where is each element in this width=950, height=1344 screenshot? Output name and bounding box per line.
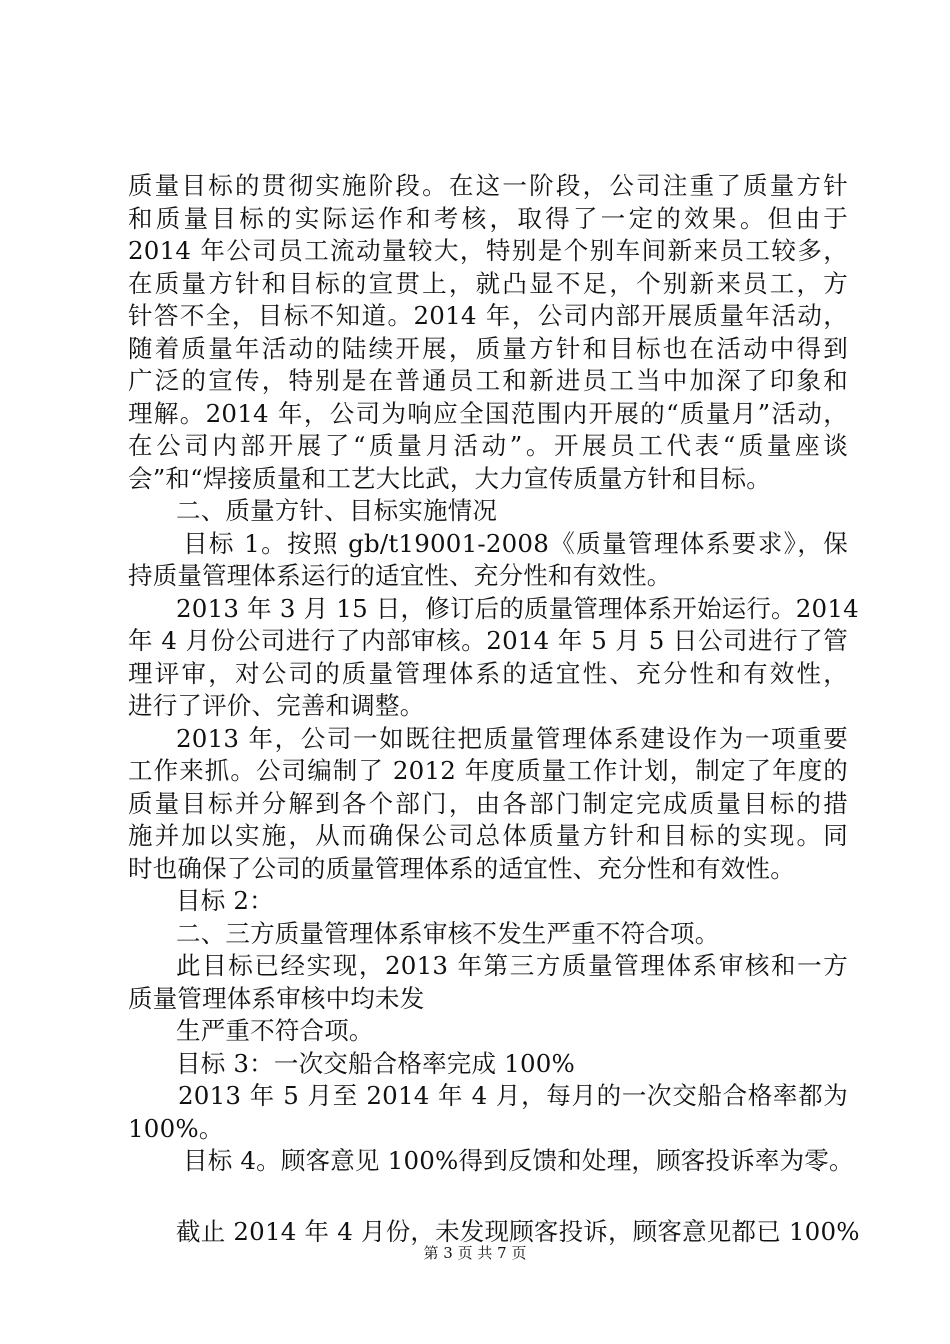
text-line: 会”和“焊接质量和工艺大比武，大力宣传质量方针和目标。 — [128, 463, 771, 493]
page-number: 第 3 页 共 7 页 — [423, 1244, 527, 1262]
text-line: 2013 年，公司一如既往把质量管理体系建设作为一项重要 — [176, 723, 848, 753]
document-body — [128, 170, 860, 1248]
text-line: 在公司内部开展了“质量月活动”。开展员工代表“质量座谈 — [128, 431, 848, 460]
text-line: 质量目标并分解到各个部门，由各部门制定完成质量目标的措 — [128, 788, 848, 818]
text-line: 年 4 月份公司进行了内部审核。2014 年 5 月 5 日公司进行了管 — [128, 626, 848, 655]
text-line: 质量管理体系审核中均未发 — [128, 983, 425, 1013]
text-line: 理评审，对公司的质量管理体系的适宜性、充分性和有效性， — [128, 658, 848, 688]
text-line: 和质量目标的实际运作和考核，取得了一定的效果。但由于 — [128, 203, 848, 233]
text-line: 截止 2014 年 4 月份，未发现顾客投诉，顾客意见都已 100% — [176, 1216, 860, 1246]
text-line: 工作来抓。公司编制了 2012 年度质量工作计划，制定了年度的 — [128, 756, 848, 785]
text-line: 广泛的宣传，特别是在普通员工和新进员工当中加深了印象和 — [128, 366, 848, 395]
text-line: 时也确保了公司的质量管理体系的适宜性、充分性和有效性。 — [128, 853, 795, 883]
text-line: 100%。 — [128, 1113, 224, 1143]
text-line: 质量目标的贯彻实施阶段。在这一阶段，公司注重了质量方针 — [128, 171, 848, 200]
text-line: 目标 1。按照 gb/t19001-2008《质量管理体系要求》，保 — [183, 528, 848, 558]
text-line: 持质量管理体系运行的适宜性、充分性和有效性。 — [128, 561, 672, 590]
text-line: 2013 年 5 月至 2014 年 4 月，每月的一次交船合格率都为 — [178, 1081, 848, 1110]
text-line: 施并加以实施，从而确保公司总体质量方针和目标的实现。同 — [128, 821, 848, 850]
text-line: 生严重不符合项。 — [176, 1016, 374, 1045]
text-line: 2013 年 3 月 15 日，修订后的质量管理体系开始运行。2014 — [176, 593, 859, 623]
section-heading: 二、质量方针、目标实施情况 — [176, 496, 498, 525]
text-line: 2014 年公司员工流动量较大，特别是个别车间新来员工较多， — [128, 236, 848, 265]
text-line: 在质量方针和目标的宣贯上，就凸显不足，个别新来员工，方 — [128, 268, 848, 298]
text-line: 针答不全，目标不知道。2014 年，公司内部开展质量年活动， — [128, 301, 848, 330]
text-line: 目标 3：一次交船合格率完成 100% — [176, 1048, 576, 1078]
text-line: 目标 2： — [176, 886, 274, 915]
text-line: 目标 4。顾客意见 100%得到反馈和处理，顾客投诉率为零。 — [183, 1146, 854, 1175]
text-line: 此目标已经实现，2013 年第三方质量管理体系审核和一方 — [176, 951, 848, 980]
paragraph-gap — [128, 1178, 848, 1216]
text-line: 二、三方质量管理体系审核不发生严重不符合项。 — [176, 918, 720, 948]
text-line: 理解。2014 年，公司为响应全国范围内开展的“质量月”活动， — [128, 398, 848, 428]
text-line: 随着质量年活动的陆续开展，质量方针和目标也在活动中得到 — [128, 333, 848, 363]
text-line: 进行了评价、完善和调整。 — [128, 691, 425, 720]
